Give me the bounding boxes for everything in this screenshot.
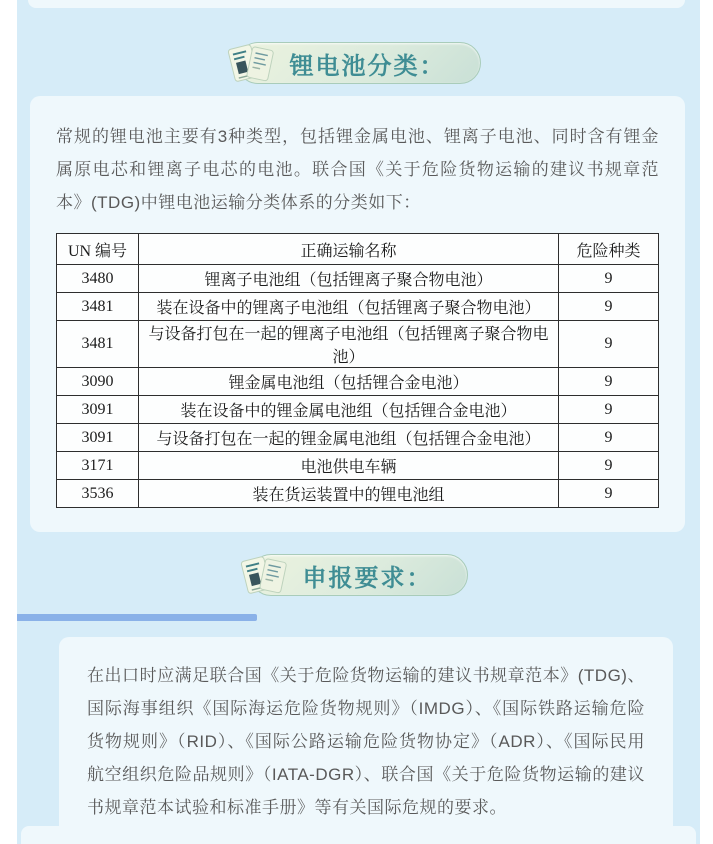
hazard-class-cell: 9 bbox=[559, 452, 659, 480]
un-number-cell: 3480 bbox=[57, 265, 139, 293]
shipping-name-cell: 电池供电车辆 bbox=[139, 452, 559, 480]
hazard-class-cell: 9 bbox=[559, 321, 659, 368]
un-number-cell: 3171 bbox=[57, 452, 139, 480]
hazard-class-cell: 9 bbox=[559, 480, 659, 508]
shipping-name-cell: 锂离子电池组（包括锂离子聚合物电池） bbox=[139, 265, 559, 293]
hazard-class-cell: 9 bbox=[559, 368, 659, 396]
hazard-class-cell: 9 bbox=[559, 293, 659, 321]
previous-card-edge bbox=[28, 0, 685, 8]
hazard-class-cell: 9 bbox=[559, 265, 659, 293]
table-body bbox=[57, 265, 659, 508]
column-header: 正确运输名称 bbox=[139, 234, 559, 265]
classification-table bbox=[56, 233, 659, 508]
shipping-name-cell: 与设备打包在一起的锂金属电池组（包括锂合金电池） bbox=[139, 424, 559, 452]
table-header-row bbox=[57, 234, 659, 265]
table-row bbox=[57, 424, 659, 452]
intro-paragraph: 常规的锂电池主要有3种类型，包括锂金属电池、锂离子电池、同时含有锂金属原电芯和锂离子电芯的电池。联合国《关于危险货物运输的建议书规章范本》(TDG)中锂电池运输分类体系的分类如下： bbox=[56, 127, 659, 212]
papers-icon bbox=[235, 547, 293, 605]
section2-header bbox=[17, 554, 700, 598]
table-row bbox=[57, 368, 659, 396]
shipping-name-cell: 装在货运装置中的锂电池组 bbox=[139, 480, 559, 508]
table-row bbox=[57, 293, 659, 321]
un-number-cell: 3091 bbox=[57, 396, 139, 424]
declaration-card bbox=[59, 637, 673, 844]
papers-icon bbox=[222, 35, 280, 93]
shipping-name-cell: 装在设备中的锂金属电池组（包括锂合金电池） bbox=[139, 396, 559, 424]
next-card-edge bbox=[21, 826, 696, 844]
declaration-paragraph: 在出口时应满足联合国《关于危险货物运输的建议书规章范本》(TDG)、国际海事组织《国际海运危险货物规则》（IMDG）、《国际铁路运输危险货物规则》（RID）、《国际公路运输危险货物协定》（ADR）、《国际民用航空组织危险品规则》（IATA-DGR）、联合国《关于危险货物运输的建议书规章范本试验和标准手册》等有关国际危规的要求。 bbox=[87, 666, 645, 817]
article-panel bbox=[17, 0, 700, 844]
shipping-name-cell: 锂金属电池组（包括锂合金电池） bbox=[139, 368, 559, 396]
section2-header-pill bbox=[250, 554, 468, 596]
section1-header bbox=[17, 42, 700, 86]
table-row bbox=[57, 396, 659, 424]
decorative-blue-bar bbox=[17, 614, 257, 621]
table-row bbox=[57, 265, 659, 293]
hazard-class-cell: 9 bbox=[559, 424, 659, 452]
un-number-cell: 3536 bbox=[57, 480, 139, 508]
section1-header-pill bbox=[237, 42, 481, 84]
table-row bbox=[57, 321, 659, 368]
table-row bbox=[57, 480, 659, 508]
shipping-name-cell: 与设备打包在一起的锂离子电池组（包括锂离子聚合物电池） bbox=[139, 321, 559, 368]
hazard-class-cell: 9 bbox=[559, 396, 659, 424]
shipping-name-cell: 装在设备中的锂离子电池组（包括锂离子聚合物电池） bbox=[139, 293, 559, 321]
un-number-cell: 3090 bbox=[57, 368, 139, 396]
table-row bbox=[57, 452, 659, 480]
section2-title: 申报要求： bbox=[302, 564, 433, 592]
un-number-cell: 3481 bbox=[57, 321, 139, 368]
column-header: 危险种类 bbox=[559, 234, 659, 265]
column-header: UN 编号 bbox=[57, 234, 139, 265]
section1-title: 锂电池分类： bbox=[289, 52, 446, 80]
classification-card bbox=[30, 96, 685, 532]
un-number-cell: 3481 bbox=[57, 293, 139, 321]
un-number-cell: 3091 bbox=[57, 424, 139, 452]
